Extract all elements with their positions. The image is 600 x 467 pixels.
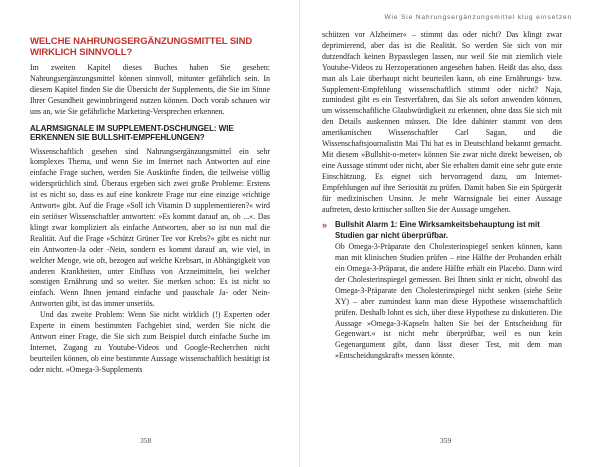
right-text-column <box>322 30 562 362</box>
right-page <box>300 0 600 467</box>
callout-content <box>335 220 562 362</box>
page-number-left: 358 <box>140 436 152 445</box>
quote-marker-icon: » <box>322 220 328 231</box>
chapter-heading: WELCHE NAHRUNGSERGÄNZUNGSMITTEL SIND WIRKLICH SINNVOLL? <box>30 36 253 58</box>
body-paragraph: schützen vor Alzheimer« – stimmt das oder nicht? Das klingt zwar deprimierend, aber das ist die Realität. So werden Sie sich von mir dutzendfach keinen Bypasslegen lassen, nur weil Sie mit ziemlich viele Youtube-Videos zu Herzoperationen angesehen haben. Heißt das also, dass man als Laie überhaupt nicht beurteilen kann, ob eine Ernährungs- bzw. Supplement-Empfehlung wissenschaftlich stimmt oder nicht? Naja, zumindest gibt es ein Testverfahren, das Sie als sofort anwenden können, um wissenschaftliche Glaubwürdigkeit zu erkennen, ohne dass Sie sich mit den Details auskennen müssen. Die Idee dahinter stammt von dem amerikanischen Wissenschaftler Carl Sagan, und die Wissenschaftsjournalistin Mai Thi hat es in Deutschland bekannt gemacht. Mit diesem »Bullshit-o-meter« können Sie zwar nicht direkt beweisen, ob eine Aussage stimmt oder nicht, aber Sie erhalten damit eine sehr gute erste Einschätzung. Es eignet sich hervorragend dazu, um Internet-Empfehlungen auf ihre Seriosität zu prüfen. Damit haben Sie ein Spürgerät für medizinischen Unsinn. Je mehr Warnsignale bei einer Aussage auftreten, desto kritischer sollten Sie der Aussage umgehen. <box>322 30 562 214</box>
callout-title: Bullshit Alarm 1: Eine Wirksamkeitsbehauptung ist mit Studien gar nicht überprüfbar. <box>335 220 540 240</box>
body-paragraph: Wissenschaftlich gesehen sind Nahrungsergänzungsmittel ein sehr komplexes Thema, und wenn Sie im Internet nach Antworten auf eine einfache Frage suchen, werden Sie Auskünfte finden, die teilweise völlig widersprüchlich sind. Überaus ergeben sich zwei große Probleme: Erstens ist es nicht so, dass es auf eine konkrete Frage nur eine einzige »richtige Antwort« gibt. Auf die Frage »Soll ich Vitamin D supplementieren?« wird ein seriöser Wissenschaftler antworten: »Es kommt darauf an, ob ...«. Das klingt zwar kompliziert als einfache Antworten, aber so ist nun mal die Realität. Auf die Frage »Schützt Grüner Tee vor Krebs?« gibt es nicht nur ein Antworten-Ja oder -Nein, sondern es kommt darauf an, wie viel, in welcher Menge, wie oft, bezogen auf welche Krebsart, in Abhängigkeit von anderen Krankheiten, unter Einfluss von Arzneimitteln, bei welcher sonstigen Ernährung und so weiter. Sie merken schon: Es ist nicht so einfach. Wenn Ihnen jemand einfache und pauschale Ja- oder Nein-Antworten gibt, ist das immer unseriös. <box>30 146 270 309</box>
running-head: Wie Sie Nahrungsergänzungsmittel klug einsetzen <box>384 14 572 21</box>
intro-paragraph: Im zweiten Kapitel dieses Buches haben Sie gesehen: Nahrungsergänzungsmittel können sinnvoll, mitunter gefährlich sein. In diesem Kapitel finden Sie die Übersicht der Supplements, die Sie im Sinne Ihrer Gesundheit gewinnbringend nutzen können. Doch vorab schauen wir uns an, wie Sie gefährliche Marketing-Versprechen erkennen. <box>30 63 270 116</box>
body-paragraph: Und das zweite Problem: Wenn Sie nicht wirklich (!) Experten oder Experte in einem bestimmten Fachgebiet sind, werden Sie nicht die Antwort einer Frage, die Sie sich zum Beispiel durch einfache Suche im Internet, Zugang zu Youtube-Videos und Google-Recherchen nicht beurteilen können, ob eine bestimmte Aussage wissenschaftlich bestätigt ist oder nicht. »Omega-3-Supplements <box>30 310 270 374</box>
left-text-column <box>30 30 270 376</box>
page-number-right: 359 <box>440 436 452 445</box>
section-subheading: ALARMSIGNALE IM SUPPLEMENT-DSCHUNGEL: WIE ERKENNEN SIE BULLSHIT-EMPFEHLUNGEN? <box>30 123 234 143</box>
alarm-callout <box>322 220 562 362</box>
callout-body: Ob Omega-3-Präparate den Cholesterinspiegel senken können, kann man mit klinischen Studien prüfen – eine Hälfte der Probanden erhält ein Omega-3-Präparat, die andere Hälfte erhält ein Placebo. Dann wird der Cholesterinspiegel gemessen. Bei Ihnen sinkt er nicht, obwohl das Omega-3-Präparate den Cholesterinspiegel nicht senken (siehe Seite XY) – aber zumindest kann man diese Hypothese wissenschaftlich prüfen. Deshalb lohnt es sich, über diese Hypothese zu diskutieren. Die Aussage »Omega-3-Kapseln halten Sie bei der Entscheidung für Gegenwart.« ist nicht mehr überprüfbar, weil es nun kein Gegenargument gibt, dann lässt dieser Test, mit dem man »Entscheidungskraft« messen könnte. <box>335 242 562 361</box>
